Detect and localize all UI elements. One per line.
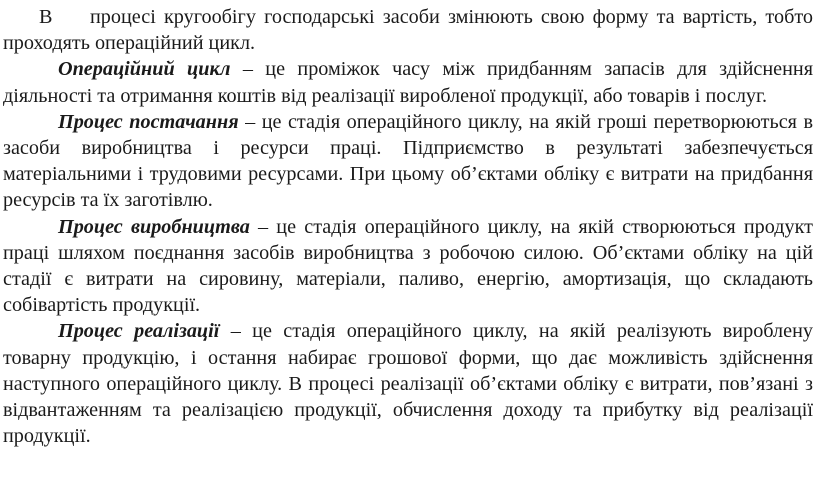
definition-text-production-process: – це стадія операційного циклу, на якій створюються продукт праці шляхом поєднання засобів виробництва з робочою силою. Об’єктами обліку на цій стадії є витрати на сировину, матеріали, паливо, енергію, амортизація, що складають собівартість продукції.: [3, 215, 813, 317]
definition-text-supply-process: – це стадія операційного циклу, на якій гроші перетворюються в засоби виробництва і ресурси праці. Підприємство в результаті забезпечується матеріальними і трудовими ресурсами. При цьому об’єктами обліку є витрати на придбання ресурсів та їх заготівлю.: [3, 110, 813, 212]
definition-operating-cycle: [3, 56, 813, 108]
intro-text: процесі кругообігу господарські засоби змінюють свою форму та вартість, тобто проходять операційний цикл.: [3, 6, 813, 55]
term-operating-cycle: Операційний цикл: [58, 58, 231, 81]
definition-production-process: [3, 214, 813, 319]
definition-text-operating-cycle: – це проміжок часу між придбанням запасів для здійснення діяльності та отримання коштів від реалізації виробленої продукції, або товарів і послуг.: [3, 58, 813, 107]
term-supply-process: Процес постачання: [58, 110, 239, 133]
definition-supply-process: [3, 109, 813, 214]
term-sales-process: Процес реалізації: [58, 320, 220, 343]
intro-paragraph: [3, 4, 813, 56]
intro-lead: В: [39, 6, 53, 28]
term-production-process: Процес виробництва: [58, 215, 250, 238]
definition-text-sales-process: – це стадія операційного циклу, на якій реалізують вироблену товарну продукцію, і остання набирає грошової форми, що дає можливість здійснення наступного операційного циклу. В процесі реалізації об’єктами обліку є витрати, пов’язані з відвантаженням та реалізацією продукції, обчислення доходу та прибутку від реалізації продукції.: [3, 320, 813, 448]
definition-sales-process: [3, 318, 813, 449]
